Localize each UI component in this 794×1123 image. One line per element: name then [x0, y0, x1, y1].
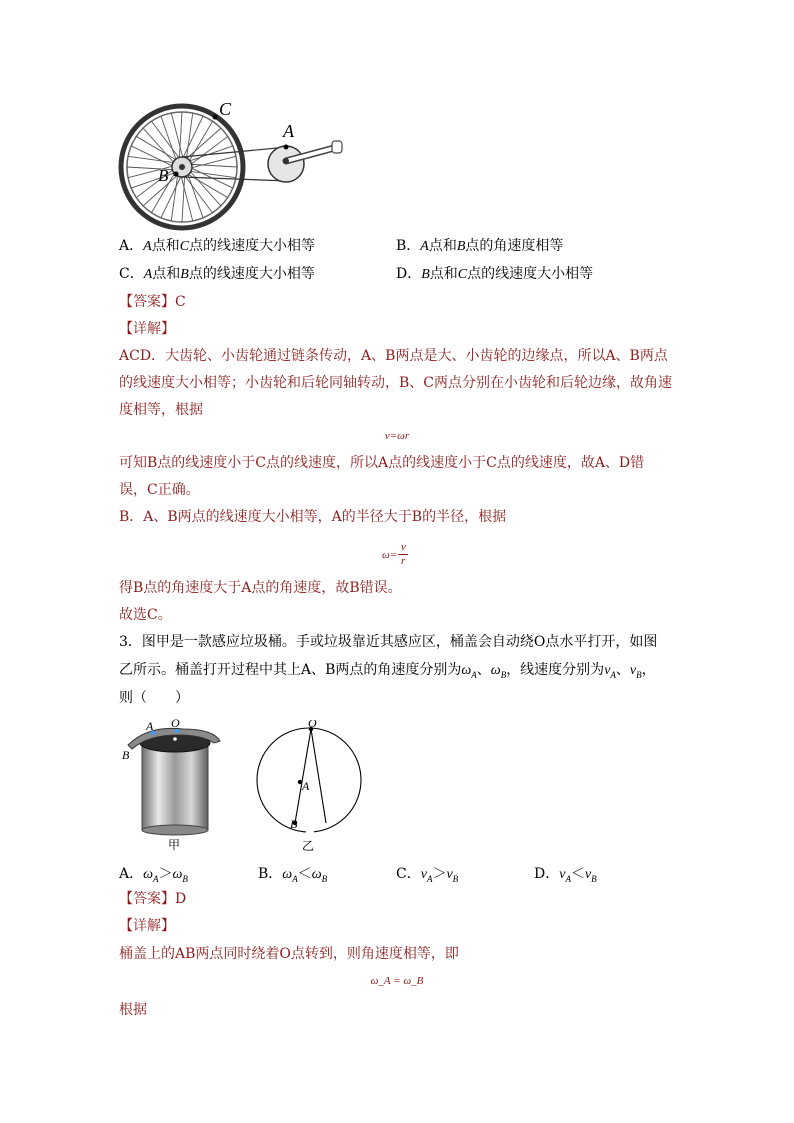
- q2-detail-line: 可知B点的线速度小于C点的线速度，所以A点的线速度小于C点的线速度，故A、D错: [119, 455, 645, 471]
- q3-option-a[interactable]: A．$\omega_A>\omega_B$: [119, 866, 188, 884]
- q2-answer: 【答案】C: [119, 294, 186, 310]
- q2-detail-line: 度相等，根据: [119, 402, 203, 418]
- q2-detail-line: B．A、B两点的线速度大小相等，A的半径大于B的半径，根据: [119, 509, 507, 525]
- label-b: B: [290, 817, 298, 831]
- q2-detail-heading: 【详解】: [119, 321, 175, 337]
- q3-option-d[interactable]: D．$v_A<v_B$: [534, 866, 597, 884]
- q3-option-c[interactable]: C．$v_A>v_B$: [396, 866, 459, 884]
- q3-detail-line: 桶盖上的AB两点同时绕着O点转到，则角速度相等，即: [119, 946, 459, 962]
- wheel-spoke: [136, 136, 177, 160]
- q3-detail-heading: 【详解】: [119, 918, 175, 934]
- rear-wheel: [121, 106, 243, 228]
- q2-option-a[interactable]: A．A点和C点的线速度大小相等: [119, 238, 316, 254]
- label-c: C: [219, 99, 232, 119]
- q2-option-b[interactable]: B．A点和B点的角速度相等: [396, 238, 564, 254]
- label-o: O: [308, 720, 317, 730]
- formula-omega-v-over-r: ω= v r: [382, 541, 422, 571]
- q2-conclusion: 故选C。: [119, 607, 172, 623]
- q3-option-b[interactable]: B．$\omega_A<\omega_B$: [258, 866, 328, 884]
- wheel-spoke: [189, 171, 236, 178]
- formula-v-omega-r: v=ωr: [384, 430, 410, 442]
- q2-detail-line: 误，C正确。: [119, 482, 200, 498]
- label-a: A: [146, 719, 154, 733]
- q2-option-d[interactable]: D．B点和C点的线速度大小相等: [396, 266, 594, 282]
- point-b-dot: [174, 172, 179, 177]
- label-a: A: [283, 121, 294, 141]
- q3-answer: 【答案】D: [119, 891, 187, 907]
- figure-caption: 乙: [302, 839, 315, 853]
- figure-caption: 甲: [168, 838, 181, 852]
- q2-detail-line: 的线速度大小相等；小齿轮和后轮同轴转动，B、C两点分别在小齿轮和后轮边缘，故角速: [119, 375, 672, 391]
- q2-detail-line: ACD．大齿轮、小齿轮通过链条传动，A、B两点是大、小齿轮的边缘点，所以A、B两点: [119, 348, 668, 364]
- label-b: B: [158, 166, 169, 185]
- q3-stem-line: 3．图甲是一款感应垃圾桶。手或垃圾靠近其感应区，桶盖会自动绕O点水平打开，如图: [119, 634, 658, 650]
- wheel-spoke: [128, 156, 175, 163]
- lid-rotation-diagram: [250, 720, 370, 854]
- label-b: B: [122, 748, 130, 762]
- q3-detail-line: 根据: [119, 1002, 147, 1018]
- q3-stem-line: 乙所示。桶盖打开过程中其上A、B两点的角速度分别为$\omega_A$、$\omega_B$，线速度分别为$v_A$、$v_B$，: [119, 662, 656, 680]
- point-c-dot: [213, 115, 218, 120]
- wheel-spoke: [131, 146, 174, 167]
- wheel-spoke: [182, 116, 203, 159]
- wheel-spoke: [186, 113, 193, 160]
- trash-can-figure: [118, 715, 228, 853]
- q2-option-c[interactable]: C．A点和B点的线速度大小相等: [119, 266, 315, 282]
- bicycle-wheel-figure: [118, 95, 350, 231]
- q2-detail-line: 得B点的角速度大于A点的角速度，故B错误。: [119, 580, 402, 596]
- label-a: A: [302, 779, 310, 793]
- formula-omega-a-equals-omega-b: ω_A = ω_B: [370, 975, 424, 987]
- q3-stem-line: 则（ ）: [119, 690, 189, 706]
- wheel-spoke: [171, 174, 178, 221]
- point-a-dot: [284, 145, 289, 150]
- label-o: O: [171, 716, 180, 730]
